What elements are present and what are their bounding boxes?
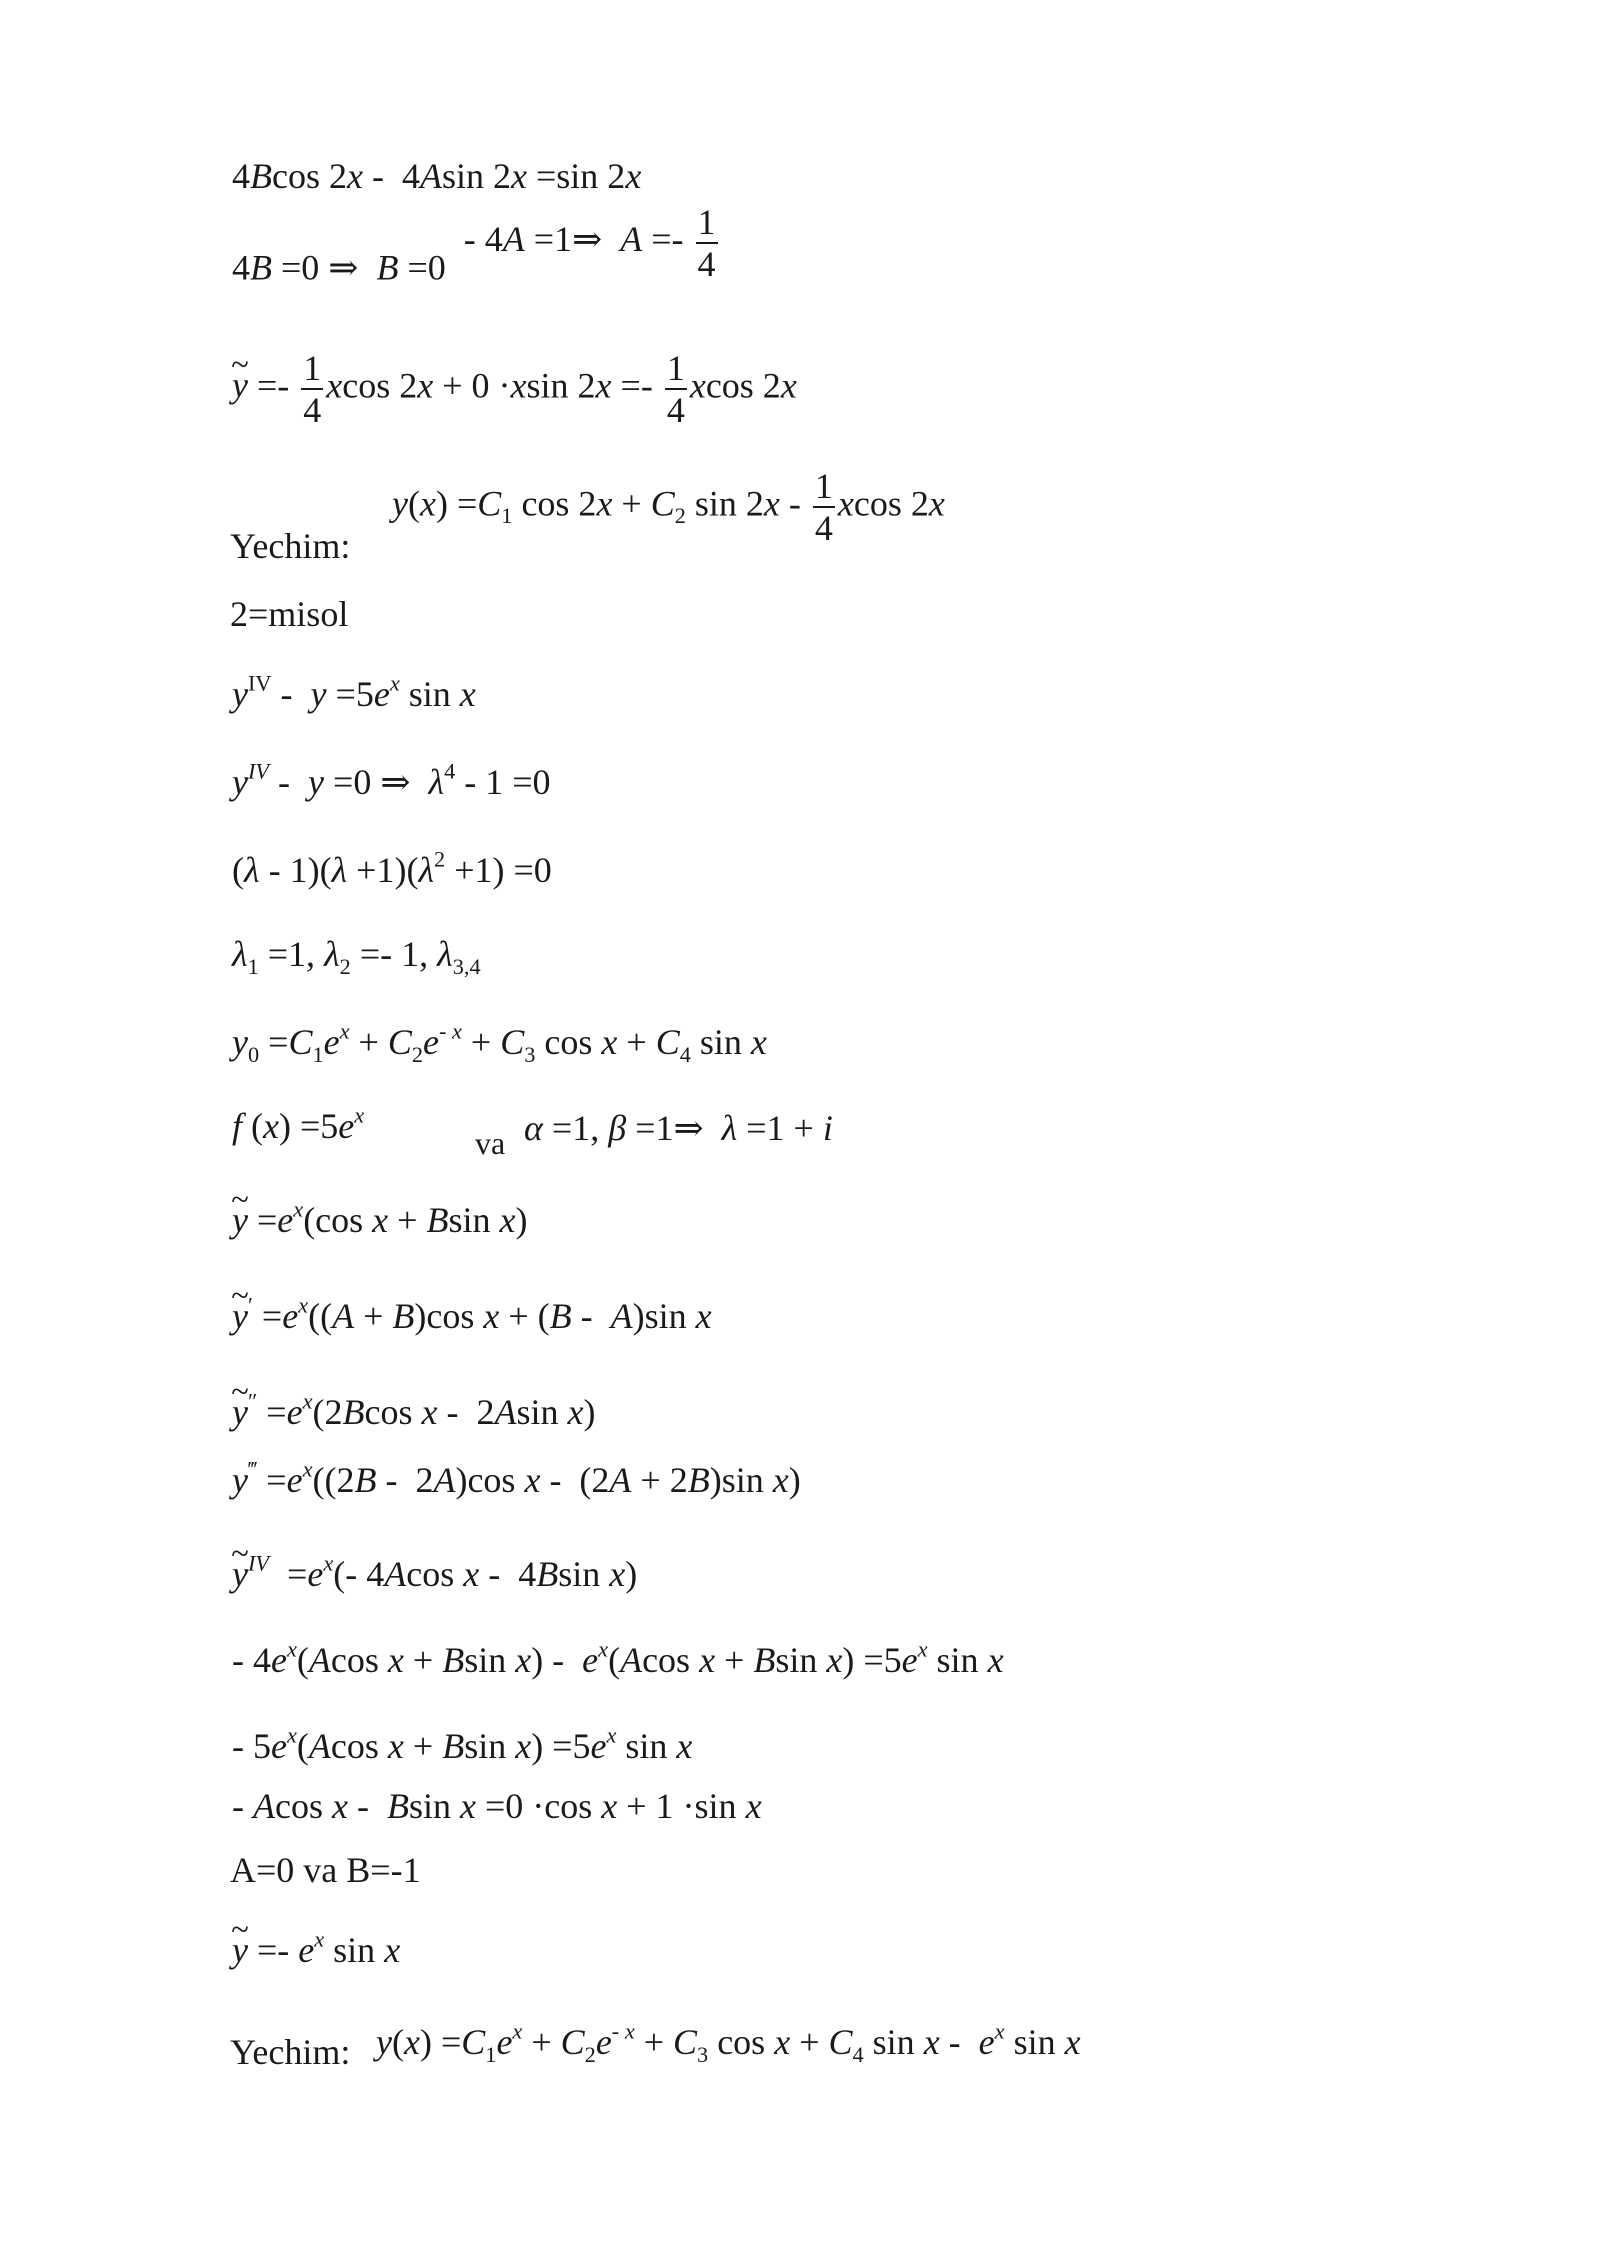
equation-line: ~ $y =e^x(\cos$ x + Bsin x) [232, 1202, 527, 1238]
fraction-numerator: 1 [666, 348, 685, 388]
equation-line: ~ $y' =e^x((A + B)\cos$ x + (B - A)sin x [232, 1298, 712, 1334]
equation-line: f $(x) =5e^x$ [232, 1102, 365, 1146]
equation-line: ~ $y^{IV} =e^x(-$ 4Acos x - 4Bsin x) [232, 1556, 637, 1592]
equation-line: ~ $y =- e^x$ sin x [232, 1932, 400, 1968]
fraction-denominator: 4 [303, 390, 322, 430]
equation-line: ~ $y'' =e^x(2Bcos$ x - 2Asin x) [232, 1394, 595, 1430]
equation-line: α =1, β =1⇒ λ =1 + i [524, 1108, 833, 1148]
yechim-label: Yechim: [230, 526, 351, 566]
misol-label: 2=misol [230, 594, 349, 634]
general-solution-1: $y(x) =C_1$ $\cos 2x + C_2$ sin 2x - $\frac{1}{4}$ xcos 2x [392, 466, 945, 548]
va-label [475, 1124, 505, 1160]
solution-label [230, 528, 350, 564]
ab-result-text: A=0 va B=-1 [230, 1850, 421, 1890]
equation-line: $y^‴ =e^x((2B - 2A)\cos$ x - (2A + 2B)sin x) [232, 1456, 801, 1500]
equation-line: ~ y =- $\frac{1}{4}$ xcos 2x + 0 ·xsin 2x =- $\frac{1}{4}$ xcos 2x [232, 350, 797, 428]
equation-line: $\lambda_1 =1$, $\lambda_2 =- 1$, $\lambda_{3,4}$ [232, 934, 481, 979]
fraction-denominator: 4 [697, 244, 716, 284]
equation-line: 4B =0 ⇒ B =0 - 4A =1⇒ A =- $\frac{1}{4}$ [232, 202, 716, 288]
equation-line: 4Bcos 2x - 4Asin 2x =sin 2x [232, 156, 642, 196]
equation-line: $(\lambda - 1)(\lambda +1)(\lambda^2 +1) =0$ [232, 846, 552, 890]
coefficients-result [230, 1852, 421, 1888]
fraction-numerator: 1 [697, 202, 716, 242]
va-text: va [475, 1125, 506, 1161]
equation-line: $y_0 =C_1e^x + C_2e^{- x} + C_3$ $\cos x + C_4$ sin x [232, 1018, 767, 1067]
example-heading [230, 596, 348, 632]
yechim-label: Yechim: [230, 2032, 351, 2072]
equation-line: $y^{IV} - y =0$ ⇒ $\lambda^4 - 1 =0$ [232, 758, 551, 802]
equation-line: $y^{IV} - y =5e^x$ sin x [232, 670, 476, 714]
fraction-numerator: 1 [814, 466, 833, 506]
equation-line: - $5e^x(Acos$ x + Bsin $x) =5e^x$ sin x [232, 1722, 693, 1766]
equation-line: - $4e^x(Acos$ x + Bsin $x) - e^x(Acos$ x + Bsin $x) =5e^x$ sin x [232, 1636, 1004, 1680]
equation-line: - Acos x - Bsin x =0 ·cos x + 1 ·sin x [232, 1786, 762, 1826]
fraction-numerator: 1 [303, 348, 322, 388]
fraction-denominator: 4 [814, 508, 833, 548]
solution-label [230, 2034, 350, 2070]
general-solution-2: $y(x) =C_1e^x + C_2e^{- x} + C_3$ $\cos x + C_4$ sin x - $e^x$ sin x [376, 2018, 1081, 2067]
fraction-denominator: 4 [666, 390, 685, 430]
